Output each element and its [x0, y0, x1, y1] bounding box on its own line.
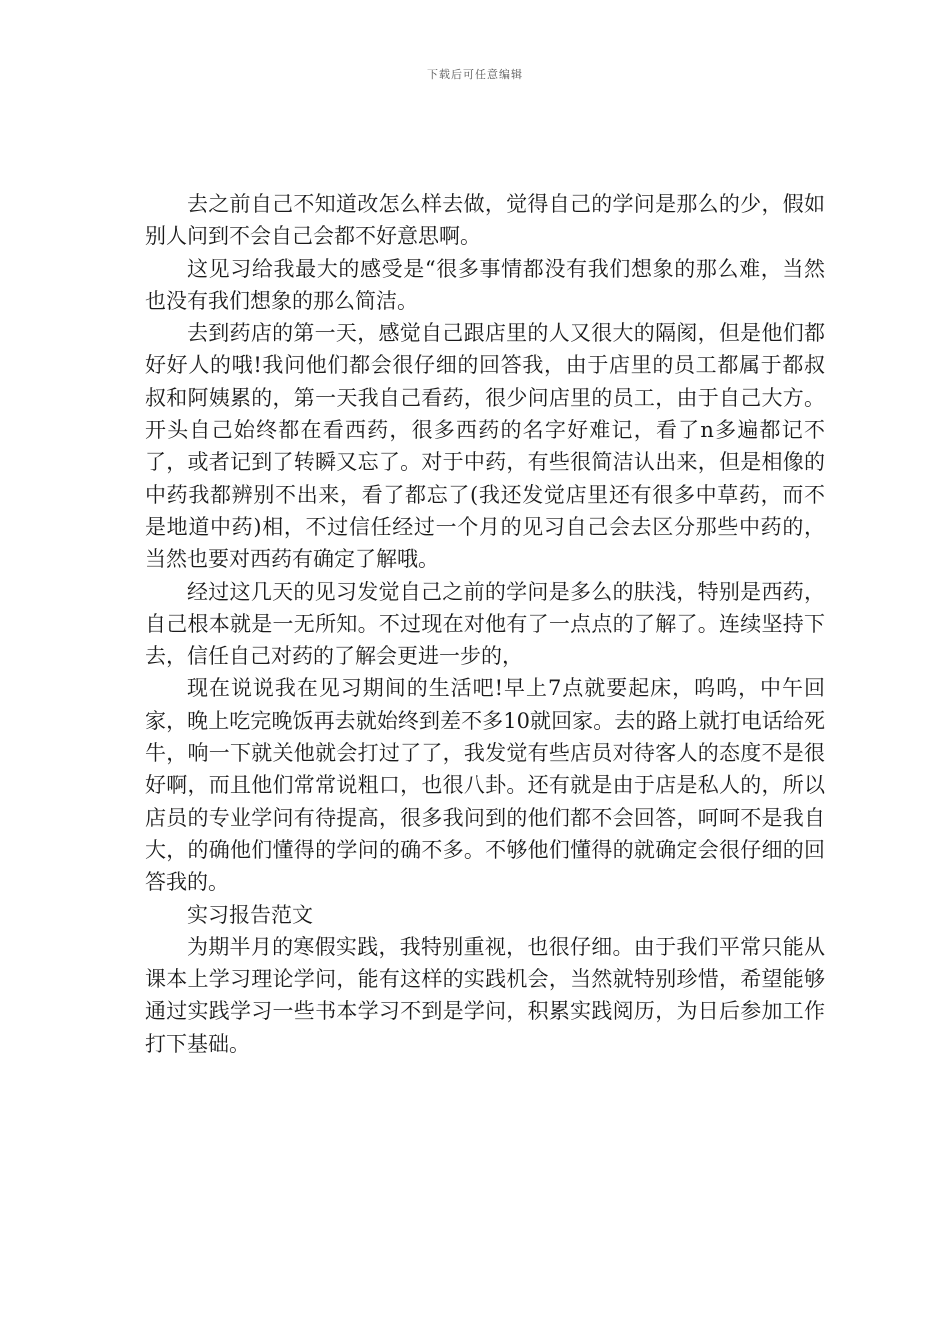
document-body — [145, 188, 825, 1060]
paragraph: 现在说说我在见习期间的生活吧!早上7点就要起床，呜呜，中午回家，晚上吃完晚饭再去就始终到差不多10就回家。去的路上就打电话给死牛，响一下就关他就会打过了了，我发觉有些店员对待客人的态度不是很好啊，而且他们常常说粗口，也很八卦。还有就是由于店是私人的，所以店员的专业学问有待提高，很多我问到的他们都不会回答，呵呵不是我自大，的确他们懂得的学问的确不多。不够他们懂得的就确定会很仔细的回答我的。 — [145, 676, 825, 895]
page-header-note: 下载后可任意编辑 — [427, 68, 523, 81]
paragraph: 去到药店的第一天，感觉自己跟店里的人又很大的隔阂，但是他们都好好人的哦!我问他们都会很仔细的回答我，由于店里的员工都属于都叔叔和阿姨累的，第一天我自己看药，很少问店里的员工，由于自己大方。开头自己始终都在看西药，很多西药的名字好难记，看了n多遍都记不了，或者记到了转瞬又忘了。对于中药，有些很简洁认出来，但是相像的中药我都辨别不出来，看了都忘了(我还发觉店里还有很多中草药，而不是地道中药)相，不过信任经过一个月的见习自己会去区分那些中药的，当然也要对西药有确定了解哦。 — [145, 321, 825, 572]
section-heading: 实习报告范文 — [187, 902, 313, 927]
paragraph: 去之前自己不知道改怎么样去做，觉得自己的学问是那么的少，假如别人问到不会自己会都不好意思啊。 — [145, 192, 825, 249]
paragraph: 为期半月的寒假实践，我特别重视，也很仔细。由于我们平常只能从课本上学习理论学问，能有这样的实践机会，当然就特别珍惜，希望能够通过实践学习一些书本学习不到是学问，积累实践阅历，为日后参加工作打下基础。 — [145, 934, 825, 1056]
paragraph: 经过这几天的见习发觉自己之前的学问是多么的肤浅，特别是西药，自己根本就是一无所知。不过现在对他有了一点点的了解了。连续坚持下去，信任自己对药的了解会更进一步的， — [145, 579, 825, 669]
paragraph: 这见习给我最大的感受是“很多事情都没有我们想象的那么难，当然也没有我们想象的那么简洁。 — [145, 256, 825, 313]
